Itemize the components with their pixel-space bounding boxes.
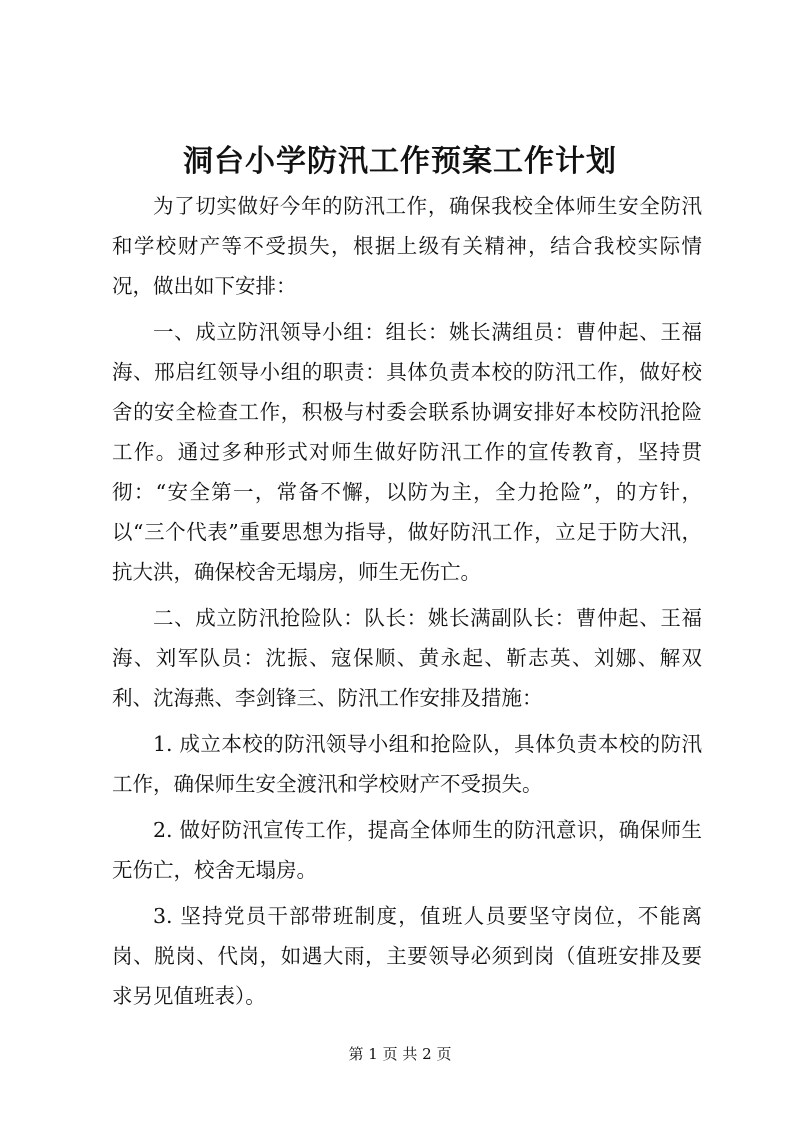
paragraph-intro: 为了切实做好今年的防汛工作，确保我校全体师生安全防汛和学校财产等不受损失，根据上级有关精神，结合我校实际情况，做出如下安排： bbox=[112, 194, 702, 298]
paragraph-measure-3: 3. 坚持党员干部带班制度，值班人员要坚守岗位，不能离岗、脱岗、代岗，如遇大雨，主要领导必须到岗（值班安排及要求另见值班表）。 bbox=[112, 904, 702, 1008]
document-body bbox=[112, 186, 702, 1022]
paragraph-measure-1: 1. 成立本校的防汛领导小组和抢险队，具体负责本校的防汛工作，确保师生安全渡汛和学校财产不受损失。 bbox=[112, 732, 702, 796]
paragraph-measure-2: 2. 做好防汛宣传工作，提高全体师生的防汛意识，确保师生无伤亡，校舍无塌房。 bbox=[112, 818, 702, 882]
document-title: 洞台小学防汛工作预案工作计划 bbox=[183, 144, 617, 179]
paragraph-leadership-group: 一、成立防汛领导小组：组长：姚长满组员：曹仲起、王福海、邢启红领导小组的职责：具体负责本校的防汛工作，做好校舍的安全检查工作，积极与村委会联系协调安排好本校防汛抢险工作。通过多种形式对师生做好防汛工作的宣传教育，坚持贯彻：“安全第一，常备不懈，以防为主，全力抢险”，的方针，以“三个代表”重要思想为指导，做好防汛工作，立足于防大汛，抗大洪，确保校舍无塌房，师生无伤亡。 bbox=[112, 320, 702, 584]
page-number-footer: 第 1 页 共 2 页 bbox=[348, 1045, 452, 1063]
paragraph-rescue-team: 二、成立防汛抢险队：队长：姚长满副队长：曹仲起、王福海、刘军队员：沈振、寇保顺、黄永起、靳志英、刘娜、解双利、沈海燕、李剑锋三、防汛工作安排及措施： bbox=[112, 606, 702, 710]
